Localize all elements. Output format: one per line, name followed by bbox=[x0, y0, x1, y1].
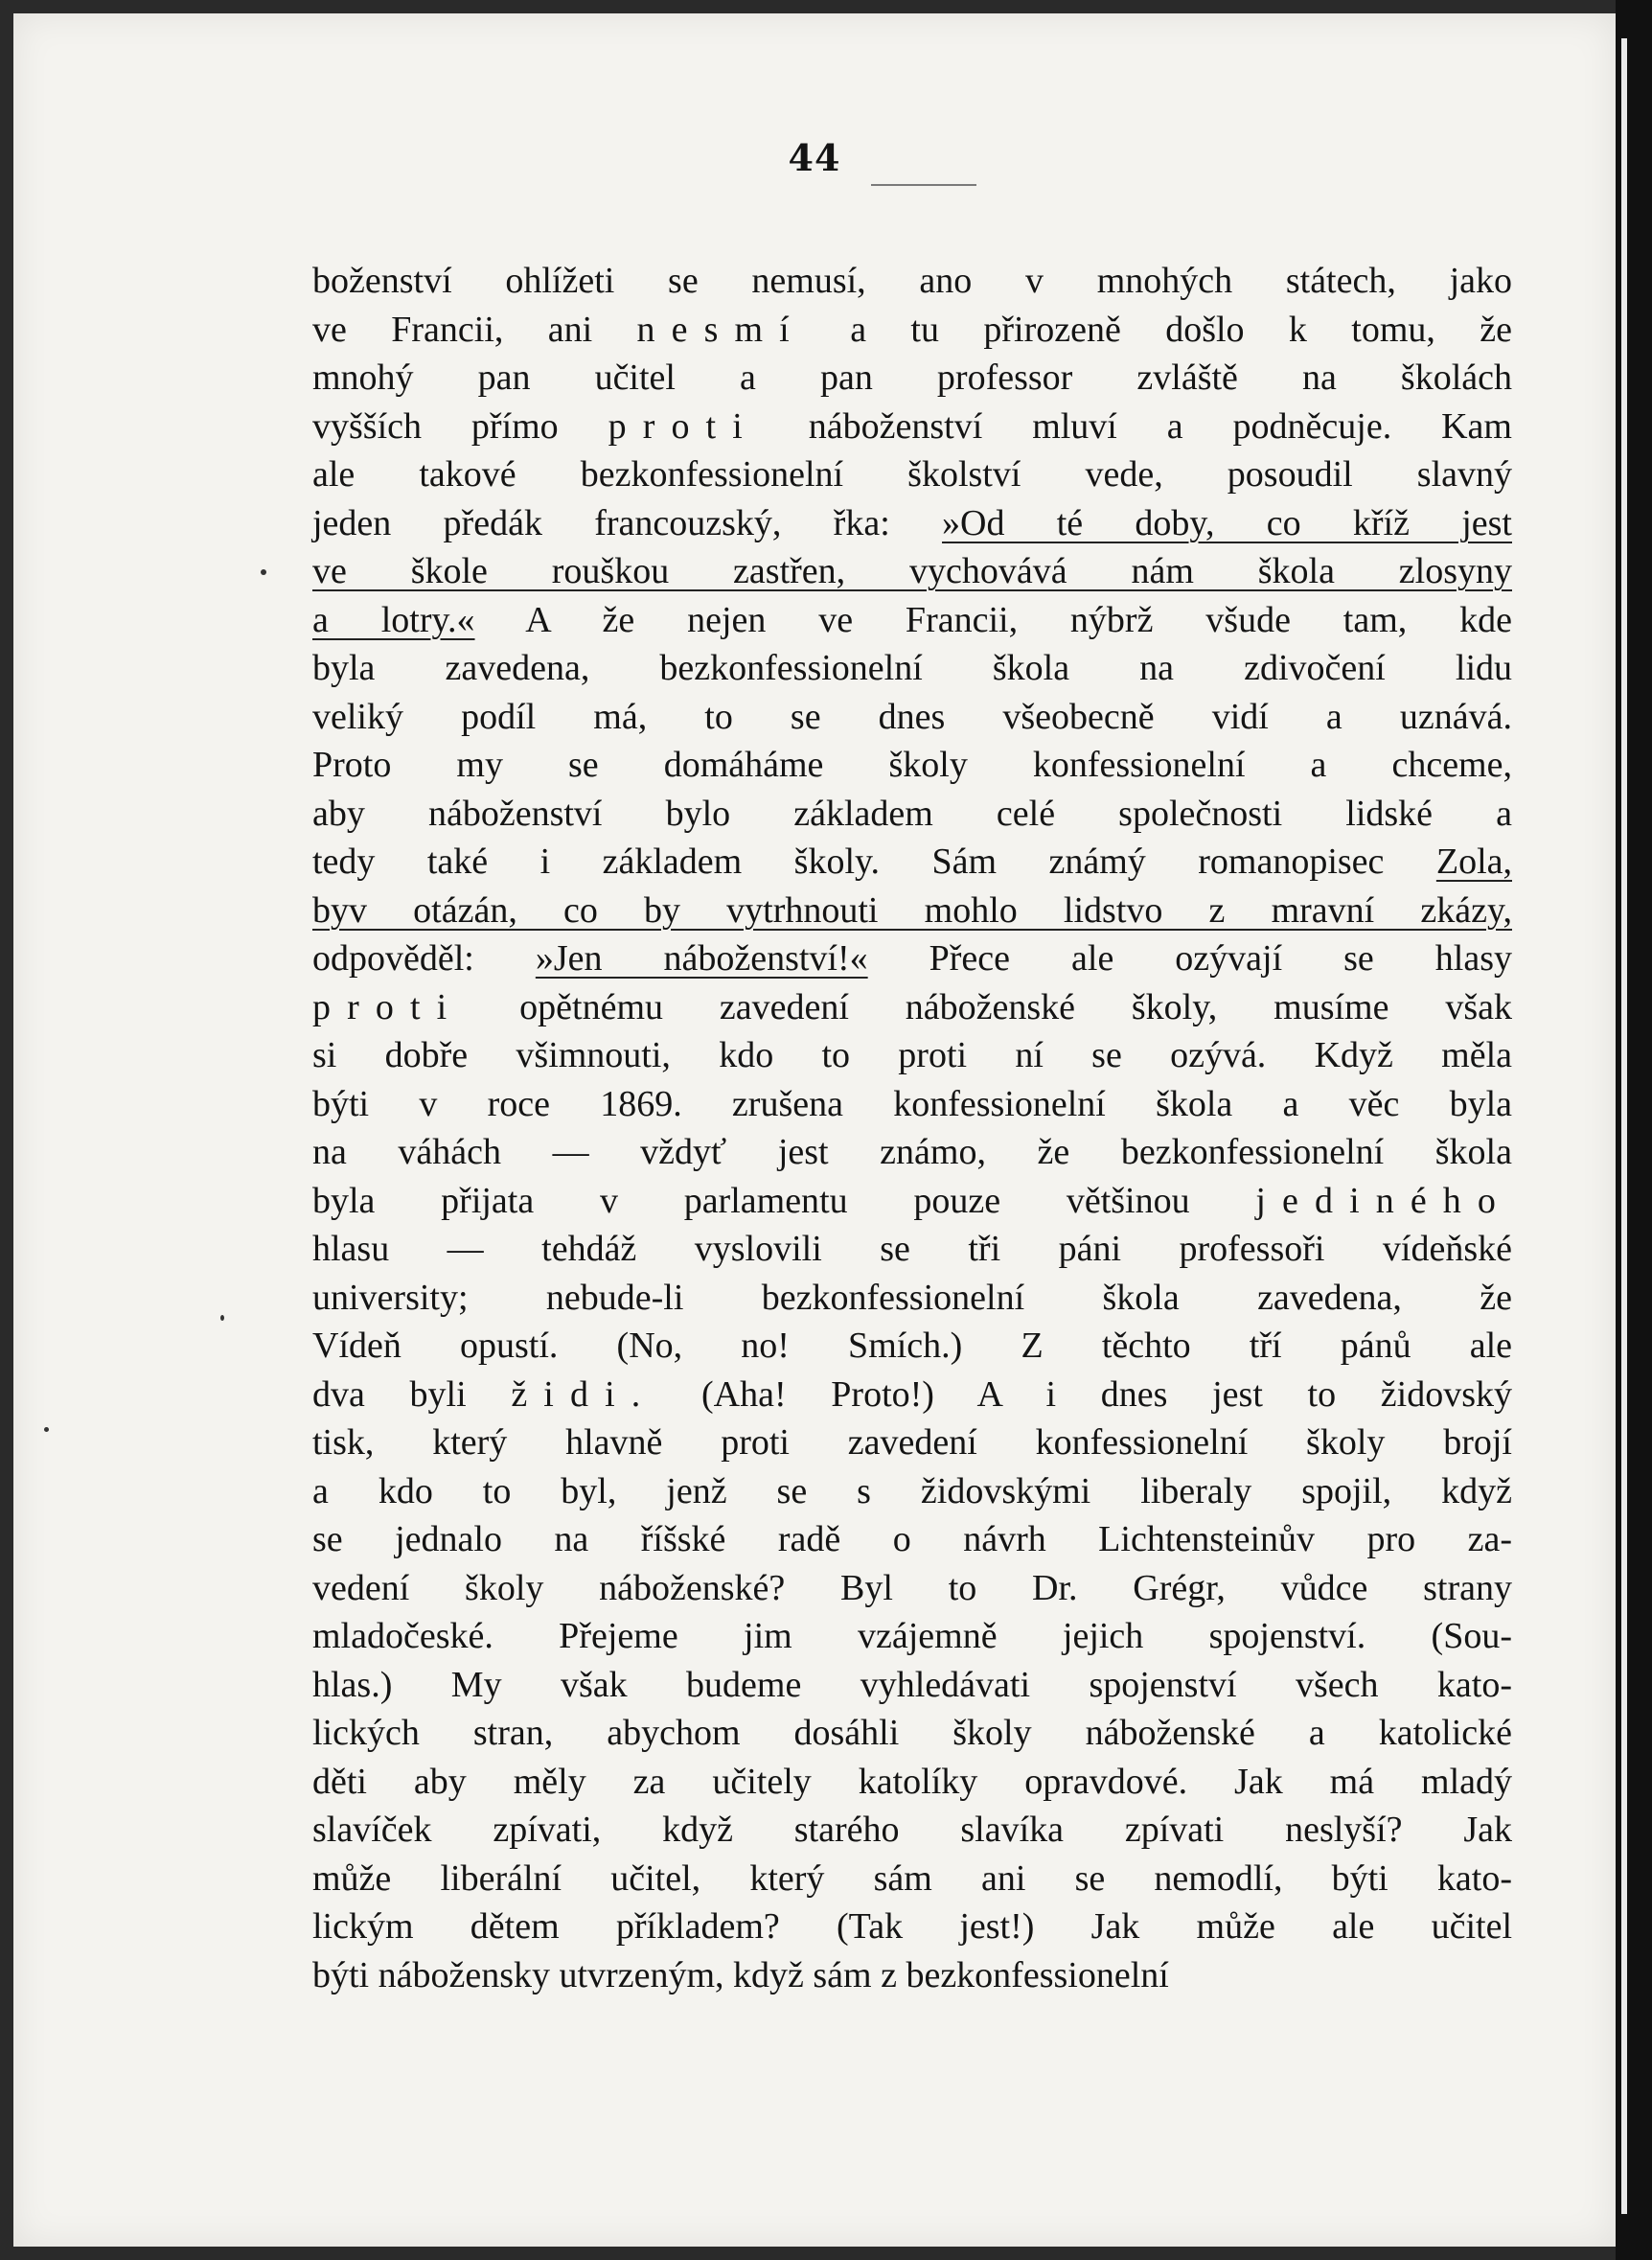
text-line: odpověděl: »Jen náboženství!« Přece ale ozývají se hlasy bbox=[312, 938, 1513, 979]
scan-speck bbox=[44, 1427, 49, 1432]
text-line: na váhách — vždyť jest známo, že bezkonfessionelní škola bbox=[312, 1132, 1512, 1172]
text-line: mnohý pan učitel a pan professor zvláště na školách bbox=[312, 357, 1512, 398]
text-line: mladočeské. Přejeme jim vzájemně jejich spojenství. (Sou- bbox=[312, 1616, 1512, 1656]
text-line: jeden předák francouzský, řka: »Od té doby, co kříž jest bbox=[312, 502, 1512, 543]
text-line: ale takové bezkonfessionelní školství vede, posoudil slavný bbox=[312, 454, 1512, 495]
text-line: slavíček zpívati, když starého slavíka zpívati neslyší? Jak bbox=[312, 1810, 1512, 1850]
text-line: býti nábožensky utvrzeným, když sám z bezkonfessionelní bbox=[312, 1954, 1169, 1995]
text-line: Vídeň opustí. (No, no! Smích.) Z těchto tří pánů ale bbox=[312, 1326, 1512, 1366]
text-line: děti aby měly za učitely katolíky opravdové. Jak má mladý bbox=[312, 1761, 1512, 1802]
scan-speck bbox=[261, 569, 266, 575]
page-number-rule bbox=[871, 184, 976, 186]
text-line: byla zavedena, bezkonfessionelní škola na zdivočení lidu bbox=[312, 648, 1512, 688]
text-line: si dobře všimnouti, kdo to proti ní se ozývá. Když měla bbox=[312, 1035, 1512, 1075]
text-line: ve škole rouškou zastřen, vychovává nám škola zlosyny bbox=[312, 551, 1512, 591]
book-page bbox=[13, 13, 1616, 2247]
text-line: proti opětnému zavedení náboženské školy, musíme však bbox=[312, 986, 1512, 1027]
text-line: a lotry.« A že nejen ve Francii, nýbrž všude tam, kde bbox=[312, 599, 1513, 640]
scan-speck bbox=[220, 1315, 224, 1321]
text-line: boženství ohlížeti se nemusí, ano v mnohých státech, jako bbox=[312, 261, 1512, 301]
text-line: ve Francii, ani nesmí a tu přirozeně došlo k tomu, že bbox=[312, 309, 1512, 350]
text-line: lických stran, abychom dosáhli školy náboženské a katolické bbox=[312, 1713, 1512, 1753]
text-line: vyšších přímo proti náboženství mluví a podněcuje. Kam bbox=[312, 405, 1512, 447]
text-line: dva byli židi. (Aha! Proto!) A i dnes jest to židovský bbox=[312, 1373, 1512, 1415]
text-line: může liberální učitel, který sám ani se nemodlí, býti kato- bbox=[312, 1857, 1512, 1899]
text-line: býti v roce 1869. zrušena konfessionelní škola a věc byla bbox=[312, 1083, 1512, 1124]
text-line: byv otázán, co by vytrhnouti mohlo lidstvo z mravní zkázy, bbox=[312, 889, 1512, 931]
text-line: vedení školy náboženské? Byl to Dr. Grégr, vůdce strany bbox=[312, 1567, 1512, 1608]
text-line: hlasu — tehdáž vyslovili se tři páni professoři vídeňské bbox=[312, 1229, 1512, 1269]
text-line: hlas.) My však budeme vyhledávati spojenství všech kato- bbox=[312, 1664, 1512, 1705]
text-line: se jednalo na říšské radě o návrh Lichtensteinův pro za- bbox=[312, 1519, 1512, 1559]
text-line: lickým dětem příkladem? (Tak jest!) Jak může ale učitel bbox=[312, 1906, 1512, 1947]
text-line: Proto my se domáháme školy konfessionelní a chceme, bbox=[312, 745, 1512, 785]
text-line: byla přijata v parlamentu pouze většinou jediného bbox=[312, 1180, 1512, 1221]
text-line: tedy také i základem školy. Sám známý romanopisec Zola, bbox=[312, 842, 1512, 882]
text-line: university; nebude-li bezkonfessionelní škola zavedena, že bbox=[312, 1277, 1512, 1318]
text-line: tisk, který hlavně proti zavedení konfessionelní školy brojí bbox=[312, 1422, 1512, 1463]
text-line: veliký podíl má, to se dnes všeobecně vidí a uznává. bbox=[312, 696, 1512, 737]
page-number: 44 bbox=[788, 136, 841, 179]
scan-right-edge bbox=[1616, 0, 1652, 2260]
text-line: a kdo to byl, jenž se s židovskými liberaly spojil, když bbox=[312, 1470, 1512, 1511]
body-text bbox=[312, 257, 1512, 1999]
text-line: aby náboženství bylo základem celé společnosti lidské a bbox=[312, 793, 1512, 834]
